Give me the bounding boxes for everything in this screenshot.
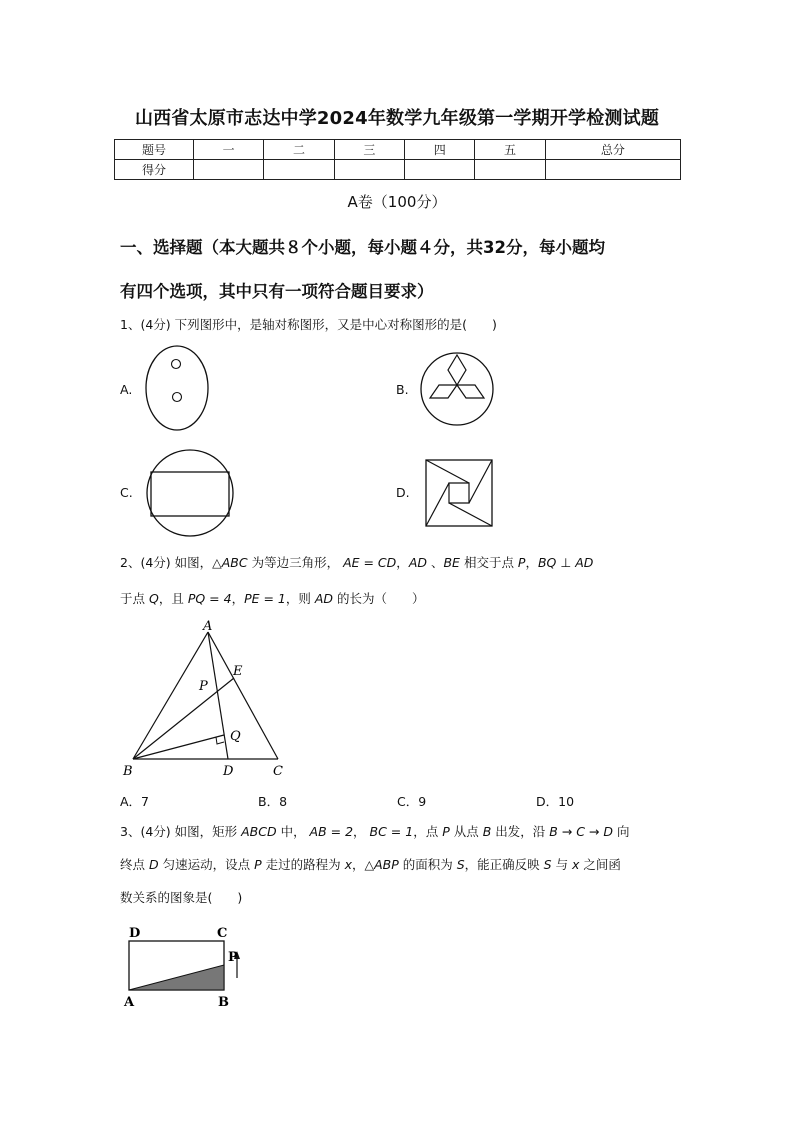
q2-math: AD [408, 555, 427, 570]
q2-option-a: A．7 [120, 794, 150, 809]
q3-label-c: C [217, 926, 228, 941]
q3-math: B [482, 824, 492, 839]
q2-math: AD [314, 591, 334, 606]
q3-label-p: P [228, 950, 238, 965]
q1-option-b-label: B. [396, 382, 409, 397]
q2-option-b: B．8 [258, 794, 288, 809]
q2-right-angle-mark [216, 737, 224, 744]
q2-text: ， [525, 555, 538, 570]
q3-text: 向 [613, 824, 630, 839]
score-empty-cell [405, 160, 475, 180]
q3-text: ，能正确反映 [464, 857, 544, 872]
q2-math: △ABC [212, 555, 248, 570]
section-heading-line2: 有四个选项，其中只有一项符合题目要求） [120, 282, 434, 301]
q3-text: 的面积为 [398, 857, 457, 872]
q1-figure-c [146, 448, 238, 540]
q1-figure-d [424, 458, 496, 530]
q2-label-d: D [223, 764, 234, 779]
q2-label-p: P [199, 679, 208, 694]
score-empty-cell [475, 160, 545, 180]
q2-triangle-figure [120, 615, 300, 780]
volume-title: A卷（100分） [347, 193, 447, 211]
q2-math: AE = CD [343, 555, 397, 570]
q3-math: S [543, 857, 552, 872]
q3-text: 3、(4分) 如图，矩形 [120, 824, 242, 839]
q3-line2 [120, 855, 685, 873]
q3-text: 中， [276, 824, 310, 839]
q3-rectangle-figure [120, 920, 260, 1015]
section-heading-line1: 一、选择题（本大题共８个小题，每小题４分，共32分，每小题均 [120, 238, 605, 257]
score-empty-cell [545, 160, 680, 180]
q3-label-a: A [124, 995, 135, 1010]
score-header-cell: 一 [194, 140, 264, 160]
score-header-cell: 二 [264, 140, 334, 160]
score-table-score-row [115, 160, 681, 180]
q2-text: 相交于点 [459, 555, 518, 570]
q3-label-d: D [129, 926, 141, 941]
q3-text: ，点 [413, 824, 443, 839]
q2-label-c: C [273, 764, 283, 779]
q3-math: S [456, 857, 465, 872]
score-empty-cell [334, 160, 404, 180]
q2-label-e: E [233, 664, 243, 679]
q2-text: ，则 [285, 591, 315, 606]
q1-figure-b [418, 350, 498, 430]
page-title: 山西省太原市志达中学2024年数学九年级第一学期开学检测试题 [134, 108, 660, 129]
q3-label-b: B [218, 995, 229, 1010]
q3-math: x [344, 857, 352, 872]
section-heading [120, 226, 680, 314]
q2-math: PQ = 4 [187, 591, 232, 606]
q2-text: ， [396, 555, 409, 570]
q3-math: x [572, 857, 580, 872]
q3-text: ， [351, 857, 365, 872]
q3-text: 走过的路程为 [261, 857, 345, 872]
score-header-cell: 题号 [115, 140, 194, 160]
q3-line1 [120, 822, 685, 840]
q2-text: 于点 [120, 591, 149, 606]
q2-segment-be [133, 678, 234, 759]
q1-option-c-label: C. [120, 485, 133, 500]
q3-math: △ABP [364, 857, 399, 872]
q3-math: B → C → D [549, 824, 614, 839]
q1-option-a-label: A. [120, 382, 133, 397]
q3-text: 匀速运动，设点 [158, 857, 255, 872]
q2-option-c: C．9 [397, 794, 427, 809]
q1-option-d-label: D. [396, 485, 410, 500]
q3-text: 从点 [449, 824, 483, 839]
q2-math: BQ ⊥ AD [537, 555, 594, 570]
q3-text: 之间函 [579, 857, 621, 872]
q3-math: D [148, 857, 159, 872]
q3-text: 出发，沿 [491, 824, 550, 839]
score-header-cell: 总分 [545, 140, 680, 160]
score-header-cell: 四 [405, 140, 475, 160]
q2-line1 [120, 553, 685, 571]
q3-math: P [442, 824, 450, 839]
score-empty-cell [264, 160, 334, 180]
q3-shaded-triangle-abp [129, 965, 224, 990]
q2-line2 [120, 589, 685, 607]
q3-text: ， [353, 824, 370, 839]
score-header-cell: 五 [475, 140, 545, 160]
q2-text: 为等边三角形， [247, 555, 344, 570]
q2-text: 、 [427, 555, 444, 570]
score-row-label: 得分 [115, 160, 194, 180]
q2-math: P [517, 555, 526, 570]
q1-stem: 1、(4分) 下列图形中，是轴对称图形，又是中心对称图形的是( ) [120, 317, 497, 332]
score-table-header-row [115, 140, 681, 160]
q2-text: ，且 [158, 591, 188, 606]
q2-text: 的长为（ ） [333, 591, 425, 606]
q2-text: 2、(4分) 如图， [120, 555, 213, 570]
score-empty-cell [194, 160, 264, 180]
q2-option-d: D．10 [536, 794, 575, 809]
q3-math: P [254, 857, 262, 872]
q3-math: ABCD [241, 824, 277, 839]
q3-line3: 数关系的图象是( ) [120, 890, 243, 905]
q2-segment-bq [133, 735, 224, 759]
q1-figure-a [142, 343, 214, 435]
q2-label-a: A [203, 619, 213, 634]
q3-math: BC = 1 [369, 824, 414, 839]
score-table [114, 139, 681, 180]
q3-text: 与 [551, 857, 573, 872]
q2-text: ， [231, 591, 245, 606]
q2-math: PE = 1 [244, 591, 286, 606]
q3-text: 终点 [120, 857, 149, 872]
q3-math: AB = 2 [309, 824, 354, 839]
q2-label-b: B [123, 764, 133, 779]
q2-segment-ab [133, 632, 208, 759]
q2-math: BE [443, 555, 460, 570]
score-header-cell: 三 [334, 140, 404, 160]
q2-label-q: Q [230, 729, 241, 744]
q2-math: Q [148, 591, 159, 606]
